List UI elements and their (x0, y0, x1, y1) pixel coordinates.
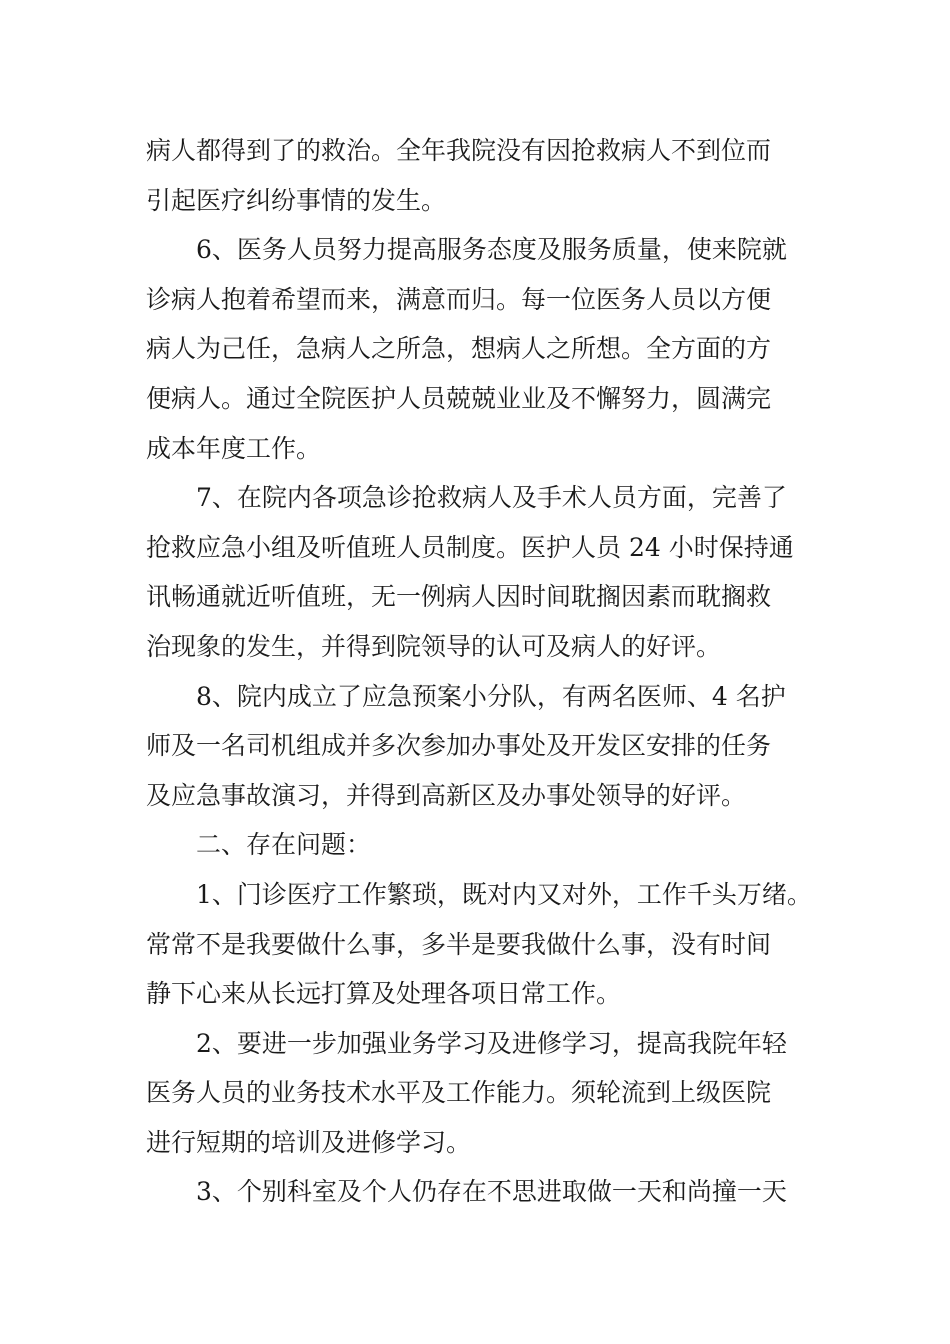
text-line: 讯畅通就近听值班，无一例病人因时间耽搁因素而耽搁救 (146, 582, 772, 612)
text-line: 治现象的发生，并得到院领导的认可及病人的好评。 (146, 631, 722, 661)
text-line: 病人为己任，急病人之所急，想病人之所想。全方面的方 (146, 334, 772, 364)
text-line: 静下心来从长远打算及处理各项日常工作。 (146, 979, 622, 1009)
text-line: 便病人。通过全院医护人员兢兢业业及不懈努力，圆满完 (146, 383, 772, 413)
paragraph-start-line: 6、医务人员努力提高服务态度及服务质量，使来院就 (196, 235, 787, 265)
section-heading: 二、存在问题： (196, 830, 372, 860)
paragraph-start-line: 3、个别科室及个人仍存在不思进取做一天和尚撞一天 (196, 1177, 787, 1207)
text-line: 医务人员的业务技术水平及工作能力。须轮流到上级医院 (146, 1078, 772, 1108)
text-line: 引起医疗纠纷事情的发生。 (146, 185, 447, 215)
paragraph-start-line: 7、在院内各项急诊抢救病人及手术人员方面，完善了 (196, 483, 787, 513)
text-line: 诊病人抱着希望而来，满意而归。每一位医务人员以方便 (146, 284, 772, 314)
text-line: 病人都得到了的救治。全年我院没有因抢救病人不到位而 (146, 136, 772, 165)
text-line: 进行短期的培训及进修学习。 (146, 1127, 472, 1157)
document-body (146, 126, 814, 1217)
text-line: 抢救应急小组及听值班人员制度。医护人员 24 小时保持通 (146, 532, 794, 562)
paragraph-start-line: 1、门诊医疗工作繁琐，既对内又对外，工作千头万绪。 (196, 879, 812, 909)
text-line: 师及一名司机组成并多次参加办事处及开发区安排的任务 (146, 731, 772, 761)
text-line: 常常不是我要做什么事，多半是要我做什么事，没有时间 (146, 929, 772, 959)
paragraph-start-line: 8、院内成立了应急预案小分队，有两名医师、4 名护 (196, 681, 786, 711)
paragraph-start-line: 2、要进一步加强业务学习及进修学习，提高我院年轻 (196, 1028, 787, 1058)
text-line: 成本年度工作。 (146, 433, 322, 463)
text-line: 及应急事故演习，并得到高新区及办事处领导的好评。 (146, 780, 747, 810)
